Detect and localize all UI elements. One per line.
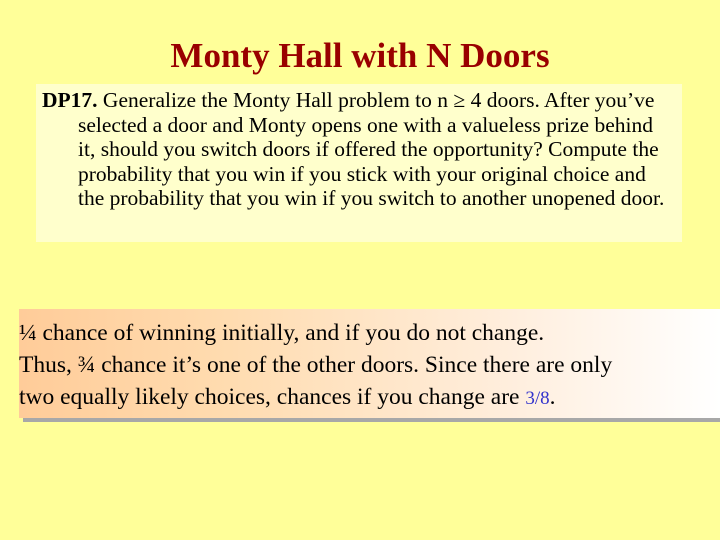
problem-statement <box>42 88 674 211</box>
answer-line-3-suffix: . <box>549 384 556 410</box>
problem-box <box>36 84 682 242</box>
answer-line-3 <box>19 381 714 415</box>
problem-label: DP17. <box>42 88 98 112</box>
slide-title: Monty Hall with N Doors <box>170 36 550 75</box>
answer-line-2: Thus, ¾ chance it’s one of the other doors. Since there are only <box>19 352 613 378</box>
problem-text: Generalize the Monty Hall problem to n ≥ 4 doors. After you’ve selected a door and Monty opens one with a valueless prize behind it, should you switch doors if offered the opportunity? Compute the probability that you win if you stick with your original choice and the probability that you win if you switch to another unopened door. <box>78 88 665 211</box>
answer-line-3-prefix: two equally likely choices, chances if you change are <box>19 384 526 410</box>
answer-result: 3/8 <box>525 388 550 409</box>
answer-line-1: ¼ chance of winning initially, and if you do not change. <box>19 320 545 346</box>
answer-box <box>19 309 720 418</box>
